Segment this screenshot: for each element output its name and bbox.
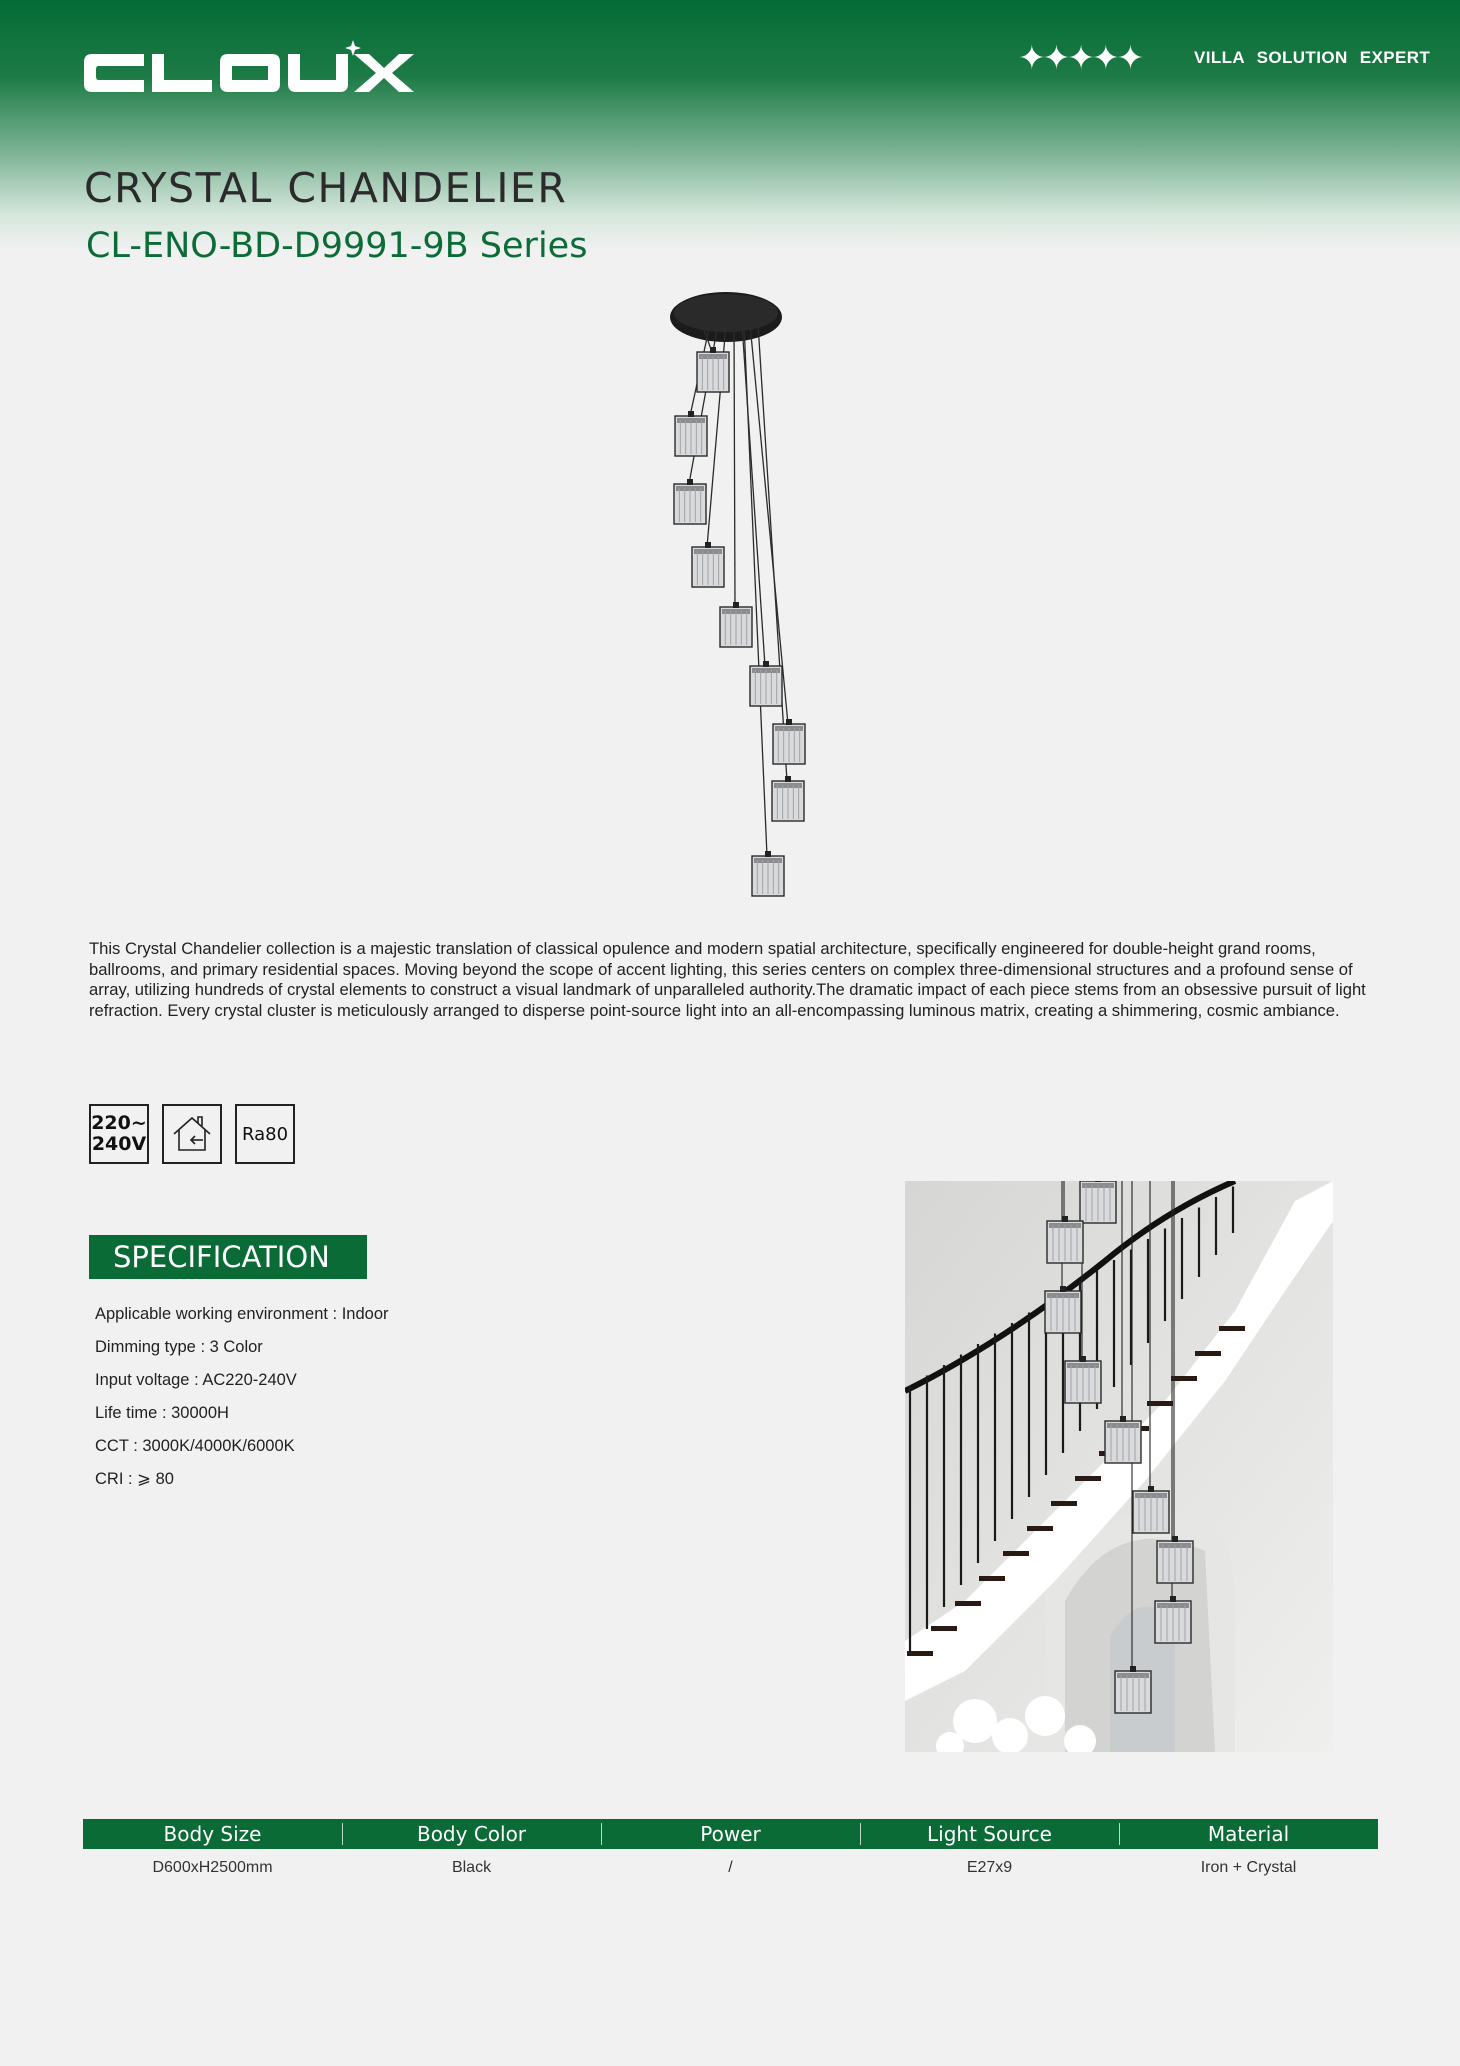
- header-body-color: Body Color: [342, 1819, 601, 1849]
- cell-power: /: [728, 1859, 733, 1876]
- product-table: [83, 1819, 1378, 1887]
- cri-badge: Ra80: [235, 1104, 295, 1164]
- header-band: [0, 0, 1460, 250]
- staircase-scene-image: [905, 1181, 1333, 1752]
- cell-body-color: Black: [451, 1859, 492, 1876]
- spec-item-cri: CRI : ⩾ 80: [95, 1470, 174, 1488]
- rating-stars: ✦✦✦✦✦: [1018, 38, 1142, 77]
- specification-heading: SPECIFICATION: [89, 1235, 367, 1279]
- feature-badges: [89, 1104, 295, 1164]
- indoor-house-icon: [162, 1104, 222, 1164]
- table-header: [83, 1819, 1378, 1849]
- specification-list: [95, 1304, 389, 1502]
- spec-item-dimming: Dimming type : 3 Color: [95, 1338, 263, 1356]
- spec-item-environment: Applicable working environment : Indoor: [95, 1305, 389, 1323]
- voltage-badge: 220~ 240V: [89, 1104, 149, 1164]
- product-description: This Crystal Chandelier collection is a majestic translation of classical opulence and modern spatial architecture, specifically engineered for double-height grand rooms, ballrooms, and primary residential spaces. Moving beyond the scope of accent lighting, this series centers on complex three-dimensional structures and a profound sense of array, utilizing hundreds of crystal elements to construct a visual landmark of unparalleled authority.The dramatic impact of each piece stems from an obsessive pursuit of light refraction. Every crystal cluster is meticulously arranged to disperse point-source light into an all-encompassing luminous matrix, creating a shimmering, cosmic ambiance.: [89, 939, 1366, 1021]
- header-body-size: Body Size: [163, 1822, 262, 1846]
- header-material: Material: [1119, 1819, 1378, 1849]
- series-title: CL-ENO-BD-D9991-9B Series: [86, 226, 588, 266]
- spec-item-lifetime: Life time : 30000H: [95, 1404, 229, 1422]
- header-power: Power: [601, 1819, 860, 1849]
- table-row: [83, 1849, 1378, 1887]
- brand-logo: [82, 40, 437, 104]
- cell-body-size: D600xH2500mm: [152, 1859, 273, 1876]
- spec-item-cct: CCT : 3000K/4000K/6000K: [95, 1437, 295, 1455]
- cell-material: Iron + Crystal: [1200, 1859, 1297, 1876]
- product-image: [640, 284, 810, 924]
- header-light-source: Light Source: [860, 1819, 1119, 1849]
- brand-tagline: VILLA SOLUTION EXPERT: [1194, 48, 1431, 67]
- cell-light-source: E27x9: [966, 1859, 1013, 1876]
- page-title: CRYSTAL CHANDELIER: [84, 164, 568, 212]
- spec-item-voltage: Input voltage : AC220-240V: [95, 1371, 297, 1389]
